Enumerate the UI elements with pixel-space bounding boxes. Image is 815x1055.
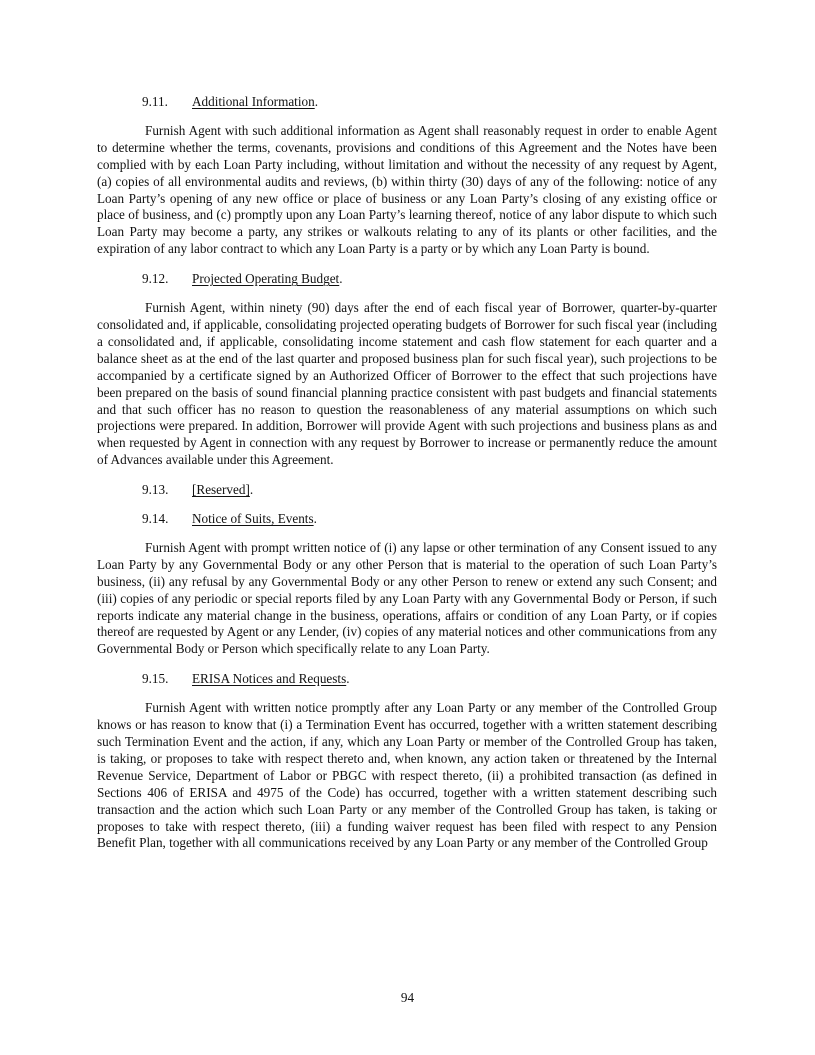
section-number: 9.13. bbox=[142, 482, 169, 498]
section-heading-9-15: 9.15. ERISA Notices and Requests. bbox=[142, 671, 350, 687]
section-title: [Reserved] bbox=[192, 482, 250, 498]
section-heading-9-14: 9.14. Notice of Suits, Events. bbox=[142, 511, 317, 527]
section-heading-9-12: 9.12. Projected Operating Budget. bbox=[142, 271, 343, 287]
section-heading-9-13: 9.13. [Reserved]. bbox=[142, 482, 254, 498]
section-body-9-11: Furnish Agent with such additional information as Agent shall reasonably request in order to enable Agent to determine whether the terms, covenants, provisions and conditions of this Agreement and the Notes have been complied with by each Loan Party including, without limitation and without the necessity of any request by Agent, (a) copies of all environmental audits and reviews, (b) within thirty (30) days of any of the following: notice of any Loan Party’s opening of any new office or place of business or any Loan Party’s closing of any existing office or place of business, and (c) promptly upon any Loan Party’s learning thereof, notice of any labor dispute to which such Loan Party may become a party, any strikes or walkouts relating to any of its plants or other facilities, and the expiration of any labor contract to which any Loan Party is a party or by which any Loan Party is bound. bbox=[97, 122, 717, 257]
section-title: ERISA Notices and Requests bbox=[192, 671, 347, 687]
section-number: 9.15. bbox=[142, 671, 169, 687]
section-title: Additional Information bbox=[192, 94, 315, 109]
section-body-9-15: Furnish Agent with written notice promptly after any Loan Party or any member of the Controlled Group knows or has reason to know that (i) a Termination Event has occurred, together with a written statement describing such Termination Event and the action, if any, which any Loan Party or member of the Controlled Group has taken, is taking, or proposes to take with respect thereto and, when known, any action taken or threatened by the Internal Revenue Service, Department of Labor or PBGC with respect thereto, (ii) a prohibited transaction (as defined in Sections 406 of ERISA and 4975 of the Code) has occurred, together with a written statement describing such transaction and the action which such Loan Party or any member of the Controlled Group has taken, is taking or proposes to take with respect thereto, (iii) a funding waiver request has been filed with respect to any Pension Benefit Plan, together with all communications received by any Loan Party or any member of the Controlled Group bbox=[97, 700, 717, 851]
section-number: 9.11. bbox=[142, 94, 168, 109]
section-title: Notice of Suits, Events bbox=[192, 511, 314, 527]
section-number: 9.14. bbox=[142, 511, 169, 527]
section-number: 9.12. bbox=[142, 271, 169, 287]
section-heading-9-11: 9.11. Additional Information. bbox=[142, 94, 318, 109]
section-title: Projected Operating Budget bbox=[192, 271, 340, 287]
section-body-9-12: Furnish Agent, within ninety (90) days after the end of each fiscal year of Borrower, quarter-by-quarter consolidated and, if applicable, consolidating projected operating budgets of Borrower for such fiscal year (including a consolidated and, if applicable, consolidating income statement and cash flow statement for each quarter and a balance sheet as at the end of the last quarter and proposed business plan for such fiscal year), such projections to be accompanied by a certificate signed by an Authorized Officer of Borrower to the effect that such projections have been prepared on the basis of sound financial planning practice consistent with past budgets and financial statements and that such officer has no reason to question the reasonableness of any material assumptions on which such projections were prepared. In addition, Borrower will provide Agent with such projections and business plans as and when requested by Agent in connection with any request by Borrower to increase or permanently reduce the amount of Advances available under this Agreement. bbox=[97, 300, 717, 468]
page-number: 94 bbox=[400, 990, 415, 1005]
document-page bbox=[97, 94, 717, 865]
section-body-9-14: Furnish Agent with prompt written notice of (i) any lapse or other termination of any Consent issued to any Loan Party by any Governmental Body or any other Person that is material to the operation of such Loan Party’s business, (ii) any refusal by any Governmental Body or any other Person to renew or extend any such Consent; and (iii) copies of any periodic or special reports filed by any Loan Party with any Governmental Body or Person, if such reports indicate any material change in the business, operations, affairs or condition of any Loan Party, or if copies thereof are requested by Agent or any Lender, (iv) copies of any material notices and other communications from any Governmental Body or Person which specifically relate to any Loan Party. bbox=[97, 539, 717, 657]
